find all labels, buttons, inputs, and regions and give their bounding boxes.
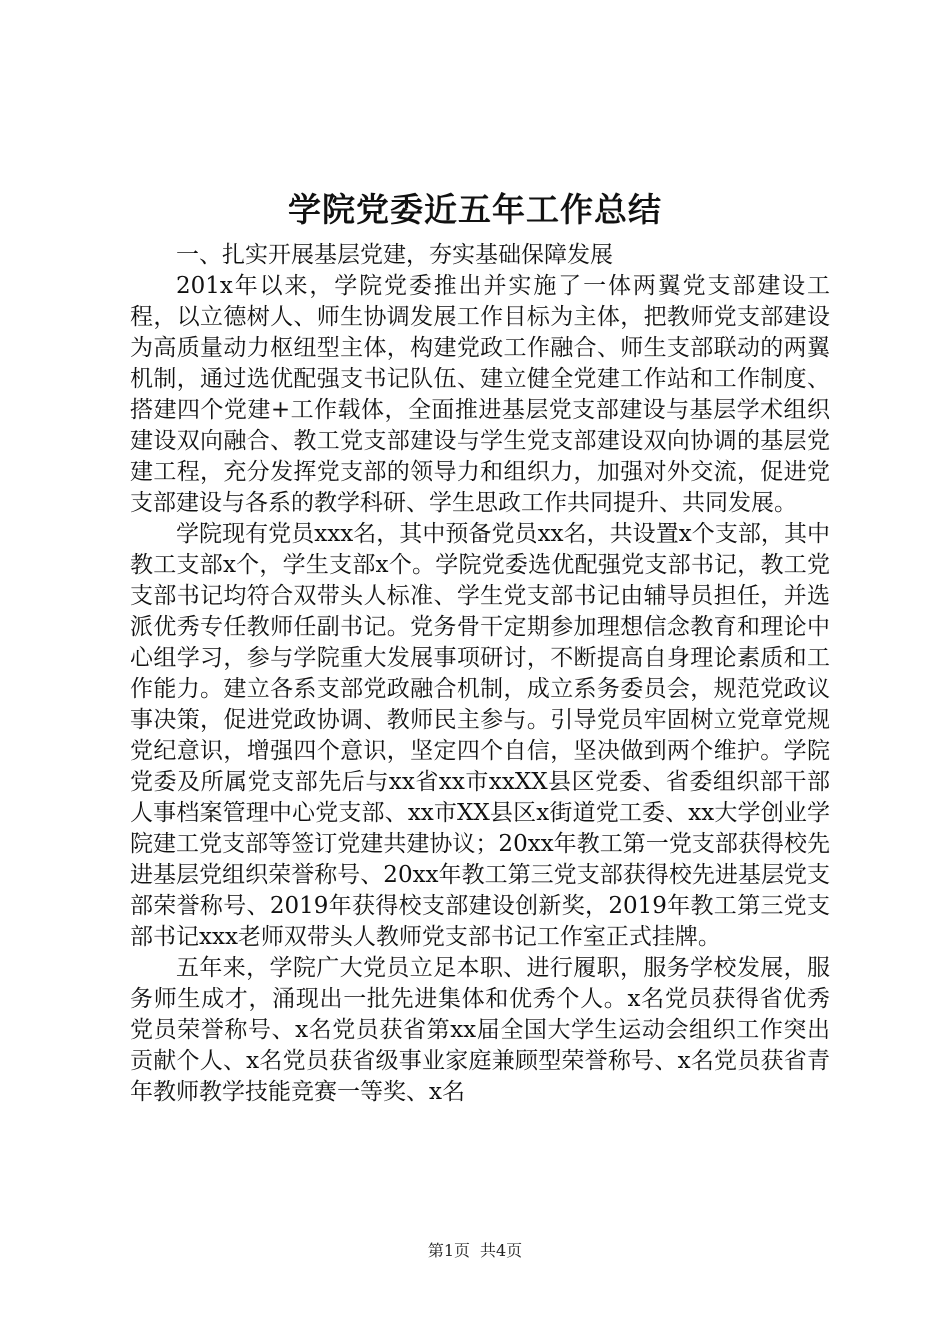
- document-title: 学院党委近五年工作总结: [288, 190, 662, 229]
- body-paragraph: 201x年以来，学院党委推出并实施了一体两翼党支部建设工程，以立德树人、师生协调发展工作目标为主体，把教师党支部建设为高质量动力枢纽型主体，构建党政工作融合、师生支部联动的两翼机制，通过选优配强支书记队伍、建立健全党建工作站和工作制度、搭建四个党建+工作载体，全面推进基层党支部建设与基层学术组织建设双向融合、教工党支部建设与学生党支部建设双向协调的基层党建工程，充分发挥党支部的领导力和组织力，加强对外交流，促进党支部建设与各系的教学科研、学生思政工作共同提升、共同发展。: [130, 273, 830, 516]
- page-total: 共4页: [480, 1241, 523, 1260]
- body-paragraph: 学院现有党员xxx名，其中预备党员xx名，共设置x个支部，其中教工支部x个，学生支部x个。学院党委选优配强党支部书记，教工党支部书记均符合双带头人标准、学生党支部书记由辅导员担任，并选派优秀专任教师任副书记。党务骨干定期参加理想信念教育和理论中心组学习，参与学院重大发展事项研讨，不断提高自身理论素质和工作能力。建立各系支部党政融合机制，成立系务委员会，规范党政议事决策，促进党政协调、教师民主参与。引导党员牢固树立党章党规党纪意识，增强四个意识，坚定四个自信，坚决做到两个维护。学院党委及所属党支部先后与xx省xx市xxXX县区党委、省委组织部干部人事档案管理中心党支部、xx市XX县区x街道党工委、xx大学创业学院建工党支部等签订党建共建协议；20xx年教工第一党支部获得校先进基层党组织荣誉称号、20xx年教工第三党支部获得校先进基层党支部荣誉称号、2019年获得校支部建设创新奖，2019年教工第三党支部书记xxx老师双带头人教师党支部书记工作室正式挂牌。: [130, 521, 830, 950]
- section-heading: 一、扎实开展基层党建，夯实基础保障发展: [176, 242, 613, 268]
- document-body: [130, 240, 830, 1108]
- page-footer: [0, 1240, 950, 1262]
- page-number: 第1页: [427, 1241, 470, 1260]
- body-paragraph: 五年来，学院广大党员立足本职、进行履职，服务学校发展，服务师生成才，涌现出一批先进集体和优秀个人。x名党员获得省优秀党员荣誉称号、x名党员获省第xx届全国大学生运动会组织工作突出贡献个人、x名党员获省级事业家庭兼顾型荣誉称号、x名党员获省青年教师教学技能竞赛一等奖、x名: [130, 955, 830, 1105]
